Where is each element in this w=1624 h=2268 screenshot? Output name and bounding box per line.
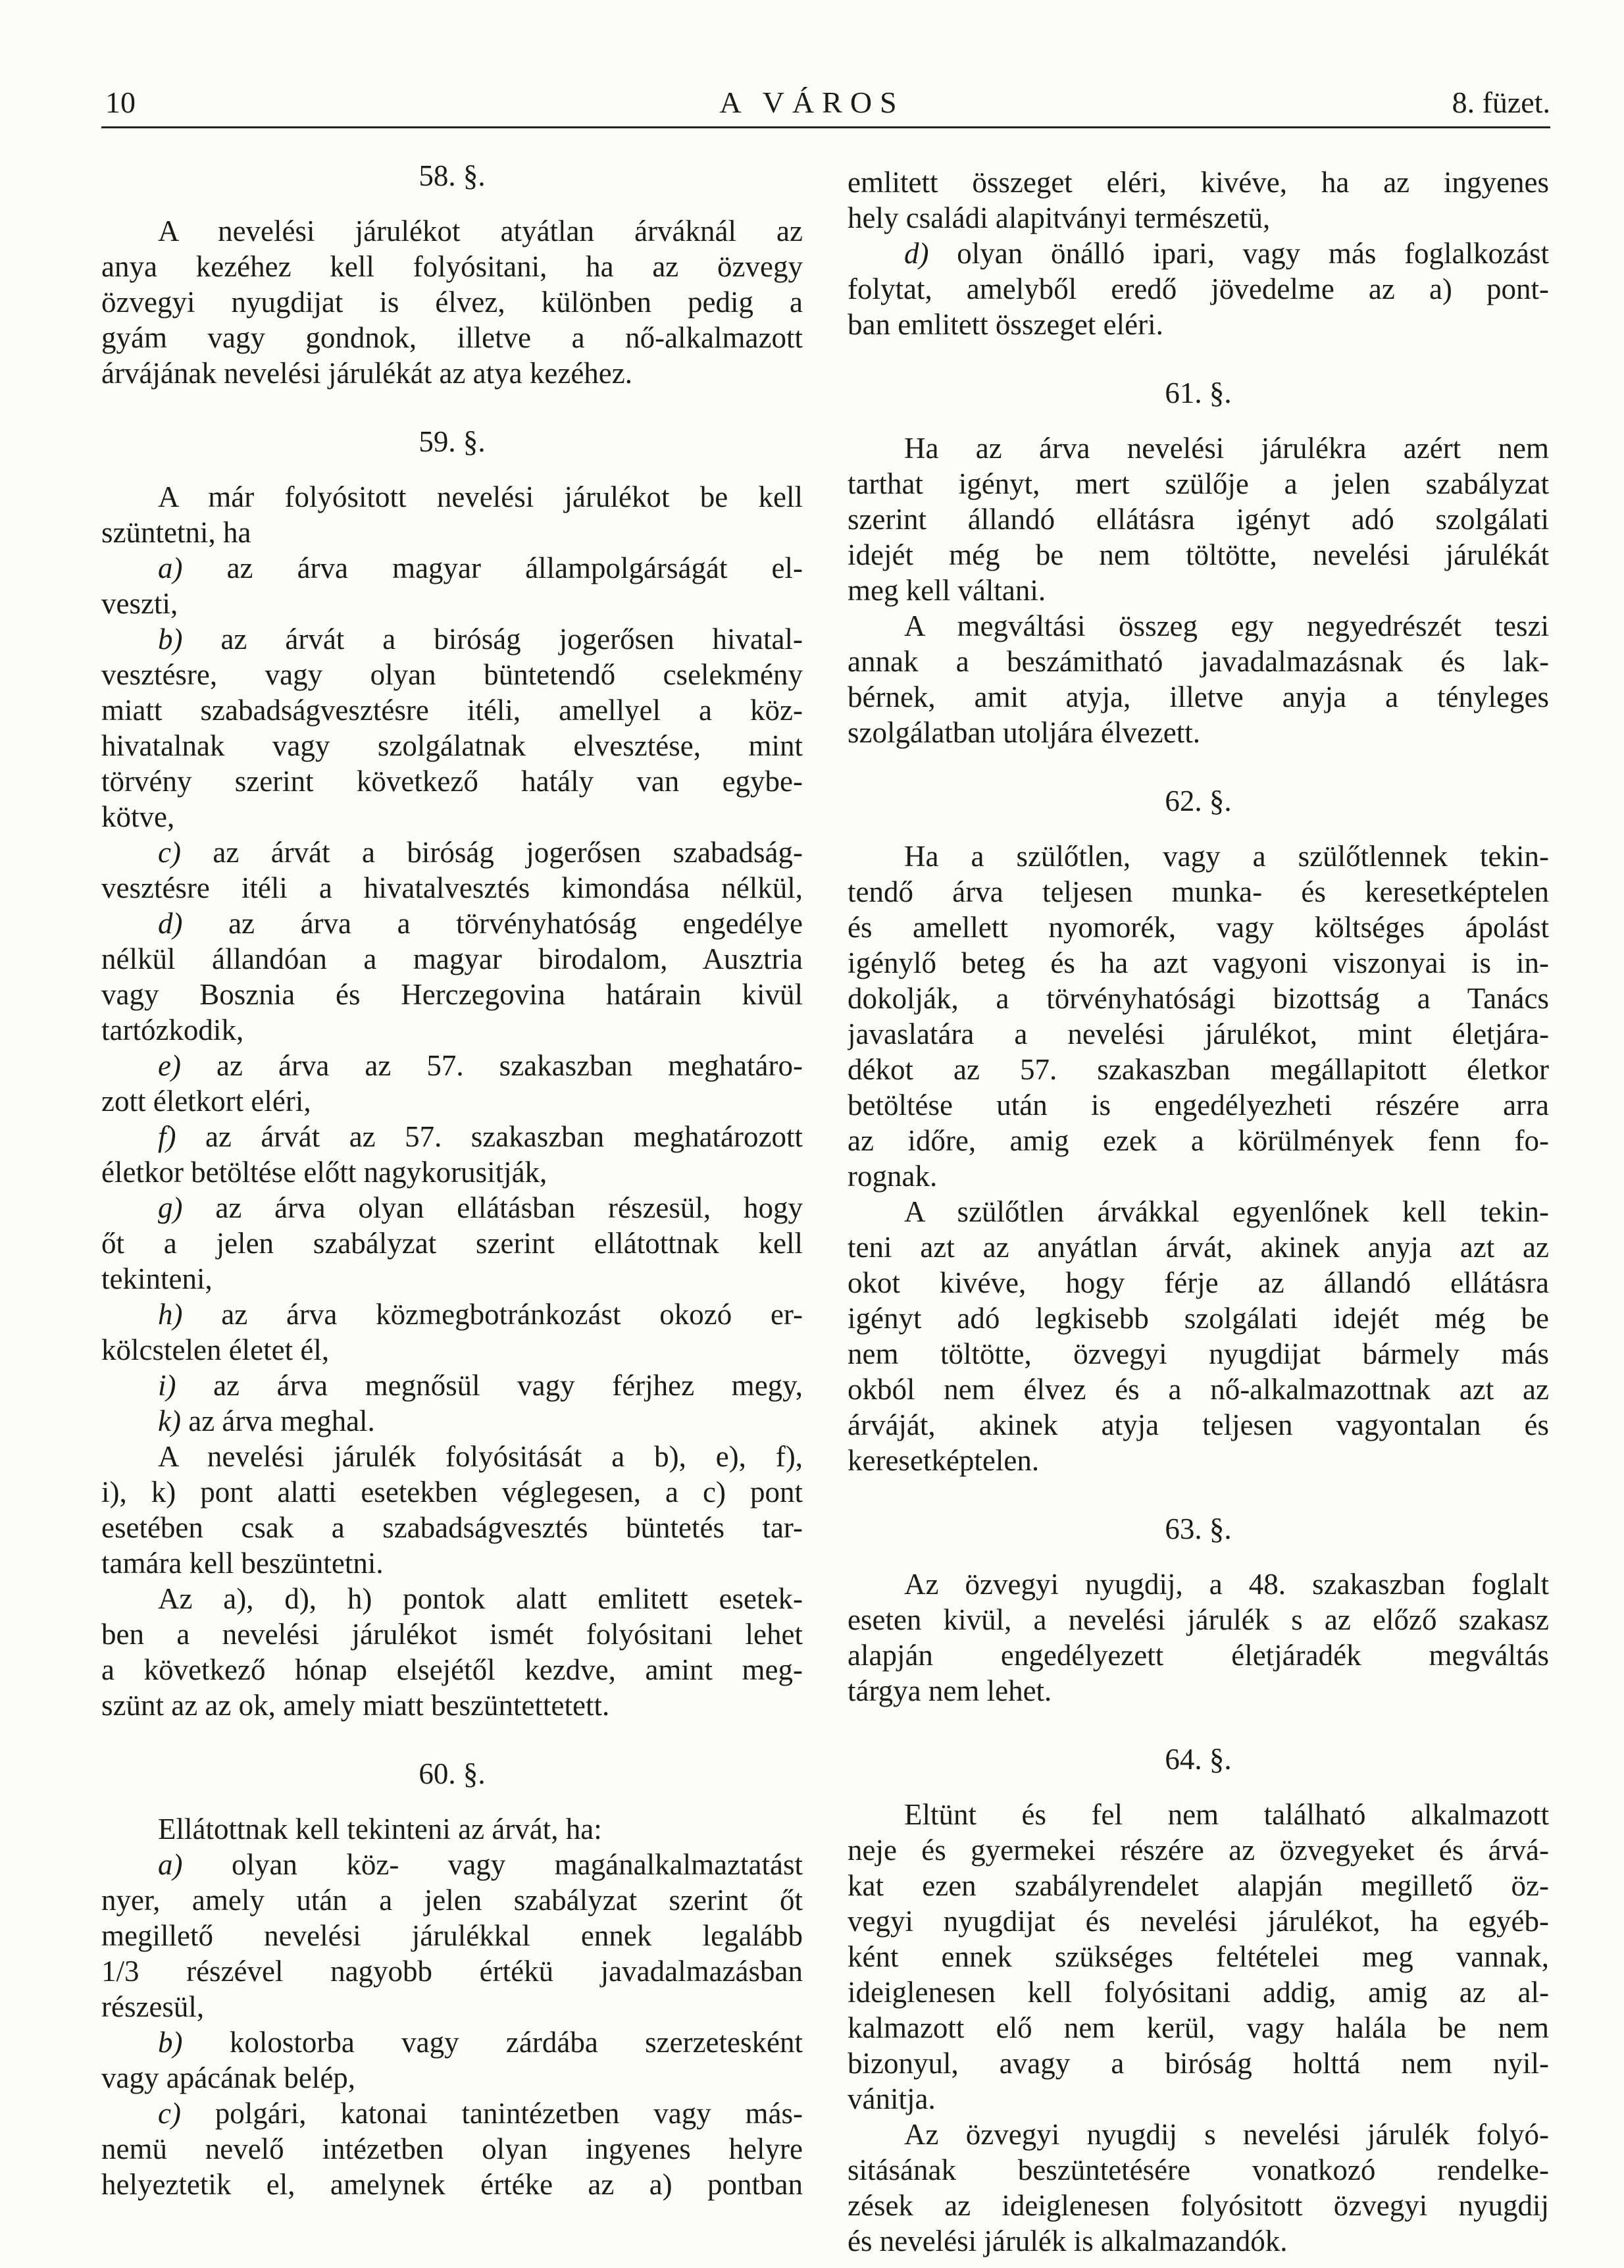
line-text: miatt szabadságvesztésre itéli, amellyel a köz-: [101, 694, 803, 727]
line-text: 1/3 részével nagyobb értékü javadalmazásban: [101, 1955, 803, 1988]
line-text: az árvát az 57. szakaszban meghatározott: [176, 1120, 803, 1153]
text-line: [848, 1673, 1549, 1709]
text-line: [101, 1545, 803, 1581]
text-line: [101, 1012, 803, 1048]
line-text: az árva meghal.: [180, 1405, 375, 1437]
text-line: [101, 1190, 803, 1225]
line-text: életkor betöltése előtt nagykorusitják,: [101, 1156, 547, 1189]
line-text: olyan önálló ipari, vagy más foglalkozást: [928, 237, 1549, 270]
line-text: keresetképtelen.: [848, 1444, 1040, 1477]
line-text: kölcstelen életet él,: [101, 1333, 330, 1366]
text-line: [848, 2010, 1549, 2046]
line-text: meg kell váltani.: [848, 574, 1046, 607]
text-line: [101, 2096, 803, 2131]
section-heading: [101, 424, 803, 459]
text-line: [848, 1229, 1549, 1265]
line-text: törvény szerint következő hatály van egybe-: [101, 765, 803, 798]
line-text: A már folyósitott nevelési járulékot be kell: [158, 480, 803, 513]
line-text: tartózkodik,: [101, 1014, 244, 1046]
text-line: [848, 537, 1549, 573]
line-text: emlitett összeget eléri, kivéve, ha az ingyenes: [848, 166, 1549, 199]
line-text: okot kivéve, hogy férje az állandó ellátásra: [848, 1266, 1549, 1299]
line-text: Ha az árva nevelési járulékra azért nem: [904, 432, 1549, 465]
text-line: [848, 2188, 1549, 2223]
text-line: [101, 1581, 803, 1616]
line-text: ként ennek szükséges feltételei meg vannak,: [848, 1940, 1549, 1973]
line-text: A szülőtlen árvákkal egyenlőnek kell tekin-: [904, 1195, 1549, 1228]
line-text: hivatalnak vagy szolgálatnak elvesztése, mint: [101, 729, 803, 762]
text-line: [848, 1372, 1549, 1407]
line-text: 63. §.: [1165, 1512, 1232, 1545]
text-line: [101, 213, 803, 249]
line-text: szüntetni, ha: [101, 516, 251, 549]
item-label: f): [158, 1120, 176, 1153]
item-label: c): [158, 836, 181, 869]
text-line: [848, 608, 1549, 644]
line-text: az árvát a biróság jogerősen hivatal-: [182, 623, 803, 656]
line-text: eseten kivül, a nevelési járulék s az előző szakasz: [848, 1603, 1549, 1636]
line-text: 61. §.: [1165, 376, 1232, 409]
line-text: Eltünt és fel nem található alkalmazott: [904, 1798, 1549, 1831]
left-column: [101, 158, 803, 2202]
text-line: [101, 1439, 803, 1474]
text-line: [101, 515, 803, 550]
text-line: [101, 799, 803, 835]
line-text: az árva az 57. szakaszban meghatáro-: [180, 1049, 803, 1082]
text-line: [101, 1989, 803, 2024]
text-line: [848, 2152, 1549, 2188]
line-text: az árva megnősül vagy férjhez megy,: [176, 1369, 803, 1402]
text-line: [101, 977, 803, 1012]
text-line: [848, 466, 1549, 502]
text-line: [101, 1083, 803, 1119]
item-label: d): [904, 237, 929, 270]
line-text: részesül,: [101, 1990, 205, 2023]
line-text: Az özvegyi nyugdij s nevelési járulék folyó-: [904, 2118, 1549, 2151]
line-text: vesztésre, vagy olyan büntetendő cselekmény: [101, 658, 803, 691]
text-line: [848, 1903, 1549, 1939]
line-text: és nevelési járulék is alkalmazandók.: [848, 2225, 1288, 2257]
text-line: [101, 1882, 803, 1918]
line-text: Ellátottnak kell tekinteni az árvát, ha:: [158, 1813, 602, 1845]
line-text: dokolják, a törvényhatósági bizottság a Tanács: [848, 982, 1549, 1015]
text-line: [848, 1407, 1549, 1443]
line-text: 58. §.: [419, 159, 486, 192]
text-line: [101, 728, 803, 763]
text-line: [101, 657, 803, 692]
line-text: a következő hónap elsejétől kezdve, amint meg-: [101, 1653, 803, 1686]
item-label: b): [158, 623, 183, 656]
text-line: [848, 945, 1549, 981]
line-text: nyer, amely után a jelen szabályzat szerint őt: [101, 1884, 803, 1917]
line-text: zések az ideiglenesen folyósitott özvegyi nyugdij: [848, 2189, 1549, 2222]
issue-label: 8. füzet.: [1452, 86, 1550, 119]
text-line: [101, 1847, 803, 1882]
line-text: ideiglenesen kell folyósitani addig, amig az al-: [848, 1976, 1549, 2009]
line-text: bérnek, amit atyja, illetve anyja a tényleges: [848, 681, 1549, 713]
line-text: dékot az 57. szakaszban megállapitott életkor: [848, 1053, 1549, 1086]
text-line: [101, 1688, 803, 1723]
line-text: folytat, amelyből eredő jövedelme az a) pont-: [848, 272, 1549, 305]
text-line: [101, 1918, 803, 1953]
line-text: sitásának beszüntetésére vonatkozó rendelke-: [848, 2153, 1549, 2186]
line-text: esetében csak a szabadságvesztés büntetés tar-: [101, 1511, 803, 1544]
text-line: [101, 586, 803, 621]
item-label: k): [158, 1405, 181, 1437]
line-text: alapján engedélyezett életjáradék megváltás: [848, 1639, 1549, 1672]
line-text: olyan köz- vagy magánalkalmaztatást: [182, 1848, 803, 1881]
line-text: javaslatára a nevelési járulékot, mint életjára-: [848, 1018, 1549, 1050]
section-heading: [101, 158, 803, 193]
text-line: [848, 307, 1549, 342]
text-line: [101, 763, 803, 799]
line-text: Az özvegyi nyugdij, a 48. szakaszban foglalt: [904, 1568, 1549, 1601]
line-text: helyeztetik el, amelynek értéke az a) pontban: [101, 2168, 803, 2201]
line-text: okból nem élvez és a nő-alkalmazottnak azt az: [848, 1373, 1549, 1406]
line-text: tarthat igényt, mert szülője a jelen szabályzat: [848, 467, 1549, 500]
line-text: az árva magyar állampolgárságát el-: [182, 552, 803, 584]
line-text: zott életkort eléri,: [101, 1085, 311, 1118]
section-heading: [101, 1756, 803, 1791]
text-line: [101, 2024, 803, 2060]
text-line: [101, 621, 803, 657]
text-line: [101, 479, 803, 515]
text-line: [101, 1953, 803, 1989]
text-line: [101, 941, 803, 977]
text-line: [101, 1510, 803, 1545]
text-line: [848, 573, 1549, 608]
text-line: [101, 284, 803, 320]
line-text: nem töltötte, özvegyi nyugdijat bármely más: [848, 1337, 1549, 1370]
line-text: vesztésre itéli a hivatalvesztés kimondása nélkül,: [101, 871, 803, 904]
text-line: [848, 1832, 1549, 1868]
line-text: kolostorba vagy zárdába szerzetesként: [182, 2026, 803, 2059]
text-line: [848, 236, 1549, 271]
section-heading: [848, 1741, 1549, 1777]
section-heading: [848, 783, 1549, 819]
line-text: i), k) pont alatti esetekben véglegesen, a c) pont: [101, 1476, 803, 1508]
line-text: igényt adó legkisebb szolgálati idejét még be: [848, 1302, 1549, 1335]
line-text: az árva közmegbotránkozást okozó er-: [182, 1298, 803, 1331]
line-text: A megváltási összeg egy negyedrészét teszi: [904, 609, 1549, 642]
text-line: [848, 1602, 1549, 1637]
line-text: neje és gyermekei részére az özvegyeket és árvá-: [848, 1834, 1549, 1867]
text-line: [101, 2131, 803, 2167]
text-line: [848, 1016, 1549, 1052]
text-line: [848, 1301, 1549, 1336]
line-text: anya kezéhez kell folyósitani, ha az özvegy: [101, 250, 803, 283]
section-heading: [848, 1511, 1549, 1547]
item-label: a): [158, 1848, 183, 1881]
text-line: [101, 1811, 803, 1847]
text-line: [101, 870, 803, 906]
text-line: [848, 1158, 1549, 1194]
line-text: özvegyi nyugdijat is élvez, különben pedig a: [101, 286, 803, 319]
line-text: Ha a szülőtlen, vagy a szülőtlennek tekin-: [904, 840, 1549, 873]
text-line: [101, 1154, 803, 1190]
text-line: [101, 1119, 803, 1154]
text-line: [848, 1637, 1549, 1673]
text-line: [101, 1474, 803, 1510]
section-heading: [848, 375, 1549, 411]
item-label: g): [158, 1191, 183, 1224]
line-text: árvájának nevelési járulékát az atya kezéhez.: [101, 357, 632, 390]
item-label: i): [158, 1369, 176, 1402]
text-line: [848, 838, 1549, 874]
text-line: [848, 1566, 1549, 1602]
text-line: [101, 320, 803, 355]
line-text: az árva olyan ellátásban részesül, hogy: [182, 1191, 803, 1224]
line-text: bizonyul, avagy a biróság holttá nem nyil-: [848, 2047, 1549, 2080]
text-line: [848, 874, 1549, 910]
line-text: vagy Bosznia és Herczegovina határain kivül: [101, 978, 803, 1011]
text-line: [848, 981, 1549, 1016]
line-text: idejét még be nem töltötte, nevelési járulékát: [848, 538, 1549, 571]
text-line: [848, 1443, 1549, 1478]
text-line: [101, 550, 803, 586]
text-line: [848, 2223, 1549, 2259]
line-text: szolgálatban utoljára élvezett.: [848, 716, 1201, 749]
line-text: vegyi nyugdijat és nevelési járulékot, ha egyéb-: [848, 1905, 1549, 1938]
line-text: ben a nevelési járulékot ismét folyósitani lehet: [101, 1618, 803, 1651]
text-line: [101, 1261, 803, 1297]
text-line: [848, 2046, 1549, 2081]
text-line: [101, 1368, 803, 1403]
text-line: [848, 502, 1549, 537]
text-line: [848, 1336, 1549, 1372]
line-text: kötve,: [101, 800, 175, 833]
line-text: vagy apácának belép,: [101, 2061, 356, 2094]
text-line: [101, 1048, 803, 1083]
line-text: vánitja.: [848, 2082, 936, 2115]
text-line: [101, 355, 803, 391]
text-line: [848, 271, 1549, 307]
line-text: polgári, katonai tanintézetben vagy más-: [180, 2097, 803, 2130]
running-title: A VÁROS: [719, 86, 905, 119]
line-text: nélkül állandóan a magyar birodalom, Ausztria: [101, 942, 803, 975]
line-text: gyám vagy gondnok, illetve a nő-alkalmazott: [101, 321, 803, 354]
line-text: teni azt az anyátlan árvát, akinek anyja azt az: [848, 1231, 1549, 1264]
item-label: c): [158, 2097, 181, 2130]
right-column: [848, 165, 1549, 2259]
line-text: megillető nevelési járulékkal ennek legalább: [101, 1919, 803, 1952]
line-text: kat ezen szabályrendelet alapján megillető öz-: [848, 1869, 1549, 1902]
item-label: h): [158, 1298, 183, 1331]
text-line: [101, 835, 803, 870]
line-text: Az a), d), h) pontok alatt emlitett esetek-: [158, 1582, 803, 1615]
text-line: [848, 1123, 1549, 1158]
text-line: [848, 1052, 1549, 1087]
text-line: [101, 906, 803, 941]
item-label: e): [158, 1049, 181, 1082]
header-rule: [101, 126, 1550, 128]
line-text: hely családi alapitványi természetü,: [848, 201, 1271, 234]
text-line: [848, 1265, 1549, 1301]
text-line: [848, 200, 1549, 236]
text-line: [101, 692, 803, 728]
line-text: 62. §.: [1165, 785, 1232, 817]
line-text: igénylő beteg és ha azt vagyoni viszonyai is in-: [848, 946, 1549, 979]
text-line: [101, 1297, 803, 1332]
text-line: [101, 1225, 803, 1261]
line-text: tekinteni,: [101, 1262, 213, 1295]
line-text: őt a jelen szabályzat szerint ellátottnak kell: [101, 1227, 803, 1260]
text-line: [848, 2117, 1549, 2152]
line-text: 59. §.: [419, 425, 486, 458]
text-line: [848, 910, 1549, 945]
line-text: árváját, akinek atyja teljesen vagyontalan és: [848, 1408, 1549, 1441]
line-text: az árva a törvényhatóság engedélye: [182, 907, 803, 940]
line-text: 64. §.: [1165, 1743, 1232, 1776]
text-line: [848, 1868, 1549, 1903]
line-text: szünt az az ok, amely miatt beszüntettetett.: [101, 1689, 610, 1722]
text-line: [101, 1332, 803, 1368]
text-line: [101, 1403, 803, 1439]
text-line: [101, 249, 803, 284]
line-text: szerint állandó ellátásra igényt adó szolgálati: [848, 503, 1549, 536]
text-line: [848, 430, 1549, 466]
line-text: tendő árva teljesen munka- és keresetképtelen: [848, 875, 1549, 908]
line-text: kalmazott elő nem kerül, vagy halála be nem: [848, 2011, 1549, 2044]
line-text: rognak.: [848, 1160, 938, 1193]
text-line: [848, 1797, 1549, 1832]
text-line: [848, 2081, 1549, 2117]
line-text: A nevelési járulékot atyátlan árváknál az: [158, 215, 803, 247]
item-label: a): [158, 552, 183, 584]
text-line: [848, 679, 1549, 715]
text-line: [848, 715, 1549, 750]
line-text: A nevelési járulék folyósitását a b), e), f),: [158, 1440, 803, 1473]
text-line: [101, 2167, 803, 2202]
text-line: [101, 1652, 803, 1688]
line-text: és amellett nyomorék, vagy költséges ápolást: [848, 911, 1549, 944]
line-text: tárgya nem lehet.: [848, 1674, 1052, 1707]
text-line: [848, 1194, 1549, 1229]
page-number: 10: [105, 86, 136, 119]
line-text: annak a beszámitható javadalmazásnak és lak-: [848, 645, 1549, 678]
text-line: [848, 1939, 1549, 1974]
item-label: d): [158, 907, 183, 940]
line-text: az időre, amig ezek a körülmények fenn fo-: [848, 1124, 1549, 1157]
line-text: nemü nevelő intézetben olyan ingyenes helyre: [101, 2132, 803, 2165]
line-text: betöltése után is engedélyezheti részére arra: [848, 1089, 1549, 1121]
line-text: ban emlitett összeget eléri.: [848, 308, 1163, 341]
line-text: veszti,: [101, 587, 178, 620]
item-label: b): [158, 2026, 183, 2059]
text-line: [848, 644, 1549, 679]
text-line: [101, 1616, 803, 1652]
text-line: [101, 2060, 803, 2096]
line-text: az árvát a biróság jogerősen szabadság-: [180, 836, 803, 869]
text-line: [848, 1974, 1549, 2010]
text-line: [848, 1087, 1549, 1123]
text-line: [848, 165, 1549, 200]
line-text: 60. §.: [419, 1757, 486, 1790]
line-text: tamára kell beszüntetni.: [101, 1547, 384, 1580]
